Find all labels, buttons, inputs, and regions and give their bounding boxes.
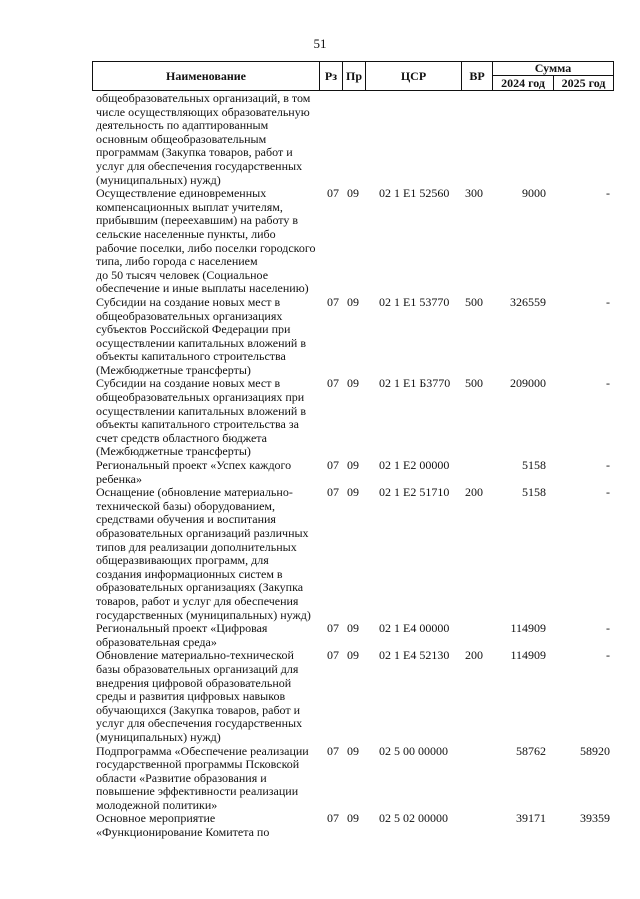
row-rz: 07 xyxy=(327,485,339,500)
row-name: Основное мероприятие «Функционирование Комитета по xyxy=(96,811,270,840)
row-vr: 200 xyxy=(465,485,483,500)
table-row xyxy=(0,377,640,459)
table-row xyxy=(0,486,640,622)
row-name: Субсидии на создание новых мест в общеобразовательных организациях при осуществлении капитальных вложений в объекты капитального строительства за счет средств областного бюджета (Межбюджетные трансферты) xyxy=(96,376,307,459)
row-csr: 02 1 E2 00000 xyxy=(379,458,450,473)
row-sum-2024: 209000 xyxy=(510,376,546,391)
row-sum-2025: - xyxy=(606,186,610,201)
row-sum-2025: - xyxy=(606,485,610,500)
table-row xyxy=(0,745,640,813)
table-row xyxy=(0,296,640,378)
header-rz: Рз xyxy=(319,61,343,91)
header-2024: 2024 год xyxy=(492,75,554,91)
row-rz: 07 xyxy=(327,186,339,201)
row-rz: 07 xyxy=(327,294,339,309)
row-pr: 09 xyxy=(347,811,359,826)
row-sum-2025: - xyxy=(606,376,610,391)
row-name: Региональный проект «Цифровая образовательная среда» xyxy=(96,621,268,649)
row-vr: 500 xyxy=(465,376,483,391)
row-sum-2024: 39171 xyxy=(516,811,546,826)
table-row xyxy=(0,92,640,187)
row-pr: 09 xyxy=(347,458,359,473)
row-sum-2025: - xyxy=(606,621,610,636)
row-name: общеобразовательных организаций, в том числе осуществляющих образовательную деятельность по адаптированным основным общеобразовательным программам (Закупка товаров, работ и услуг для обеспечения государственных (муниципальных) нужд) xyxy=(96,91,311,187)
row-csr: 02 5 02 00000 xyxy=(379,811,448,826)
row-name: Оснащение (обновление материально- технической базы) оборудованием, средствами обучения и воспитания образовательных организаций различных типов для реализации дополнительных общеразвивающих программ, для создания информационных систем в образовательных организациях (Закупка товаров, работ и услуг для обеспечения государственных (муниципальных) нужд) xyxy=(96,485,311,622)
row-sum-2024: 5158 xyxy=(522,485,546,500)
row-rz: 07 xyxy=(327,743,339,758)
row-name: Субсидии на создание новых мест в общеобразовательных организациях субъектов Российской Федерации при осуществлении капитальных вложений в объекты капитального строительства (Межбюджетные трансферты) xyxy=(96,294,307,377)
table-body xyxy=(0,92,640,840)
row-csr: 02 1 E2 51710 xyxy=(379,485,450,500)
row-sum-2024: 5158 xyxy=(522,458,546,473)
header-sum: Сумма xyxy=(492,61,614,76)
table-row xyxy=(0,649,640,744)
row-rz: 07 xyxy=(327,648,339,663)
row-sum-2025: 39359 xyxy=(580,811,610,826)
row-name: Подпрограмма «Обеспечение реализации государственной программы Псковской области «Развитие образования и повышение эффективности реализации молодежной политики» xyxy=(96,743,309,812)
row-sum-2024: 114909 xyxy=(510,648,546,663)
row-csr: 02 5 00 00000 xyxy=(379,743,448,758)
header-name: Наименование xyxy=(92,61,320,91)
table-row xyxy=(0,459,640,486)
row-csr: 02 1 E4 52130 xyxy=(379,648,450,663)
row-csr: 02 1 E1 Б3770 xyxy=(379,376,451,391)
table-row xyxy=(0,187,640,296)
row-pr: 09 xyxy=(347,485,359,500)
row-sum-2024: 114909 xyxy=(510,621,546,636)
table-row xyxy=(0,622,640,649)
row-pr: 09 xyxy=(347,743,359,758)
row-vr: 300 xyxy=(465,186,483,201)
row-pr: 09 xyxy=(347,294,359,309)
header-pr: Пр xyxy=(342,61,366,91)
header-2025: 2025 год xyxy=(553,75,614,91)
row-sum-2024: 58762 xyxy=(516,743,546,758)
row-rz: 07 xyxy=(327,621,339,636)
row-rz: 07 xyxy=(327,811,339,826)
row-name: Обновление материально-технической базы образовательных организаций для внедрения цифровой образовательной среды и развития цифровых навыков обучающихся (Закупка товаров, работ и услуг для обеспечения государственных (муниципальных) нужд) xyxy=(96,648,303,744)
row-sum-2024: 9000 xyxy=(522,186,546,201)
row-name: Осуществление единовременных компенсационных выплат учителям, прибывшим (переехавшим) на работу в сельские населенные пункты, либо рабочие поселки, либо поселки городского типа, либо города с населением до 50 тысяч человек (Социальное обеспечение и иные выплаты населению) xyxy=(96,186,316,296)
row-sum-2025: - xyxy=(606,648,610,663)
row-sum-2025: - xyxy=(606,294,610,309)
row-pr: 09 xyxy=(347,648,359,663)
row-pr: 09 xyxy=(347,621,359,636)
page-number: 51 xyxy=(313,36,327,51)
row-vr: 500 xyxy=(465,294,483,309)
row-pr: 09 xyxy=(347,186,359,201)
row-sum-2024: 326559 xyxy=(510,294,546,309)
row-name: Региональный проект «Успех каждого ребенка» xyxy=(96,458,292,486)
row-rz: 07 xyxy=(327,376,339,391)
row-rz: 07 xyxy=(327,458,339,473)
header-vr: ВР xyxy=(461,61,493,91)
table-header xyxy=(92,61,614,91)
row-sum-2025: - xyxy=(606,458,610,473)
row-sum-2025: 58920 xyxy=(580,743,610,758)
header-csr: ЦСР xyxy=(365,61,462,91)
row-pr: 09 xyxy=(347,376,359,391)
row-csr: 02 1 E1 52560 xyxy=(379,186,450,201)
row-csr: 02 1 E4 00000 xyxy=(379,621,450,636)
table-row xyxy=(0,812,640,839)
row-csr: 02 1 E1 53770 xyxy=(379,294,450,309)
row-vr: 200 xyxy=(465,648,483,663)
